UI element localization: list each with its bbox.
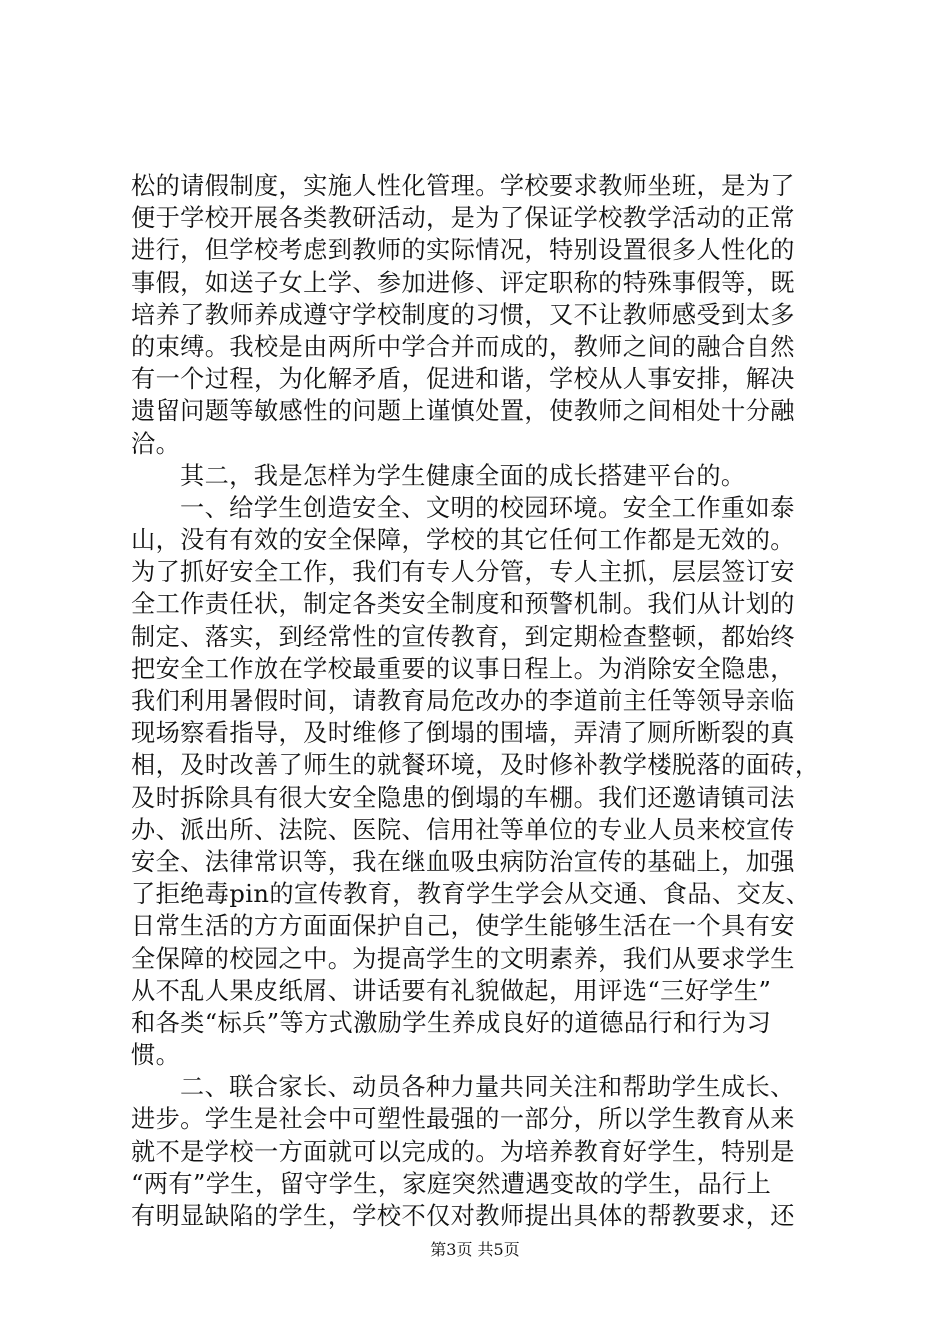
text-line: 了拒绝毒pin的宣传教育，教育学生学会从交通、食品、交友、 — [131, 880, 811, 909]
page-number-footer: 第3页 共5页 — [430, 1240, 520, 1259]
text-line: 日常生活的方方面面保护自己，使学生能够生活在一个具有安 — [131, 912, 795, 941]
text-line: “两有”学生，留守学生，家庭突然遭遇变故的学生，品行上 — [131, 1169, 772, 1198]
text-line: 就不是学校一方面就可以完成的。为培养教育好学生，特别是 — [131, 1137, 795, 1166]
text-line: 现场察看指导，及时维修了倒塌的围墙，弄清了厕所断裂的真 — [131, 719, 795, 748]
text-line: 有一个过程，为化解矛盾，促进和谐，学校从人事安排，解决 — [131, 365, 795, 394]
text-line: 事假，如送子女上学、参加进修、评定职称的特殊事假等，既 — [131, 268, 795, 297]
text-line: 办、派出所、法院、医院、信用社等单位的专业人员来校宣传 — [131, 815, 795, 844]
text-line: 惯。 — [131, 1041, 181, 1070]
text-line: 山，没有有效的安全保障，学校的其它任何工作都是无效的。 — [131, 526, 795, 555]
paragraph-first-line: 一、给学生创造安全、文明的校园环境。安全工作重如泰 — [180, 493, 795, 522]
text-line: 及时拆除具有很大安全隐患的倒塌的车棚。我们还邀请镇司法 — [131, 783, 795, 812]
text-line: 为了抓好安全工作，我们有专人分管，专人主抓，层层签订安 — [131, 558, 795, 587]
text-line: 全保障的校园之中。为提高学生的文明素养，我们从要求学生 — [131, 944, 795, 973]
text-line: 和各类“标兵”等方式激励学生养成良好的道德品行和行为习 — [131, 1008, 772, 1037]
text-line: 的束缚。我校是由两所中学合并而成的，教师之间的融合自然 — [131, 332, 795, 361]
text-line: 安全、法律常识等，我在继血吸虫病防治宣传的基础上，加强 — [131, 847, 795, 876]
text-line: 把安全工作放在学校最重要的议事日程上。为消除安全隐患， — [131, 654, 795, 683]
text-line: 从不乱人果皮纸屑、讲话要有礼貌做起，用评选“三好学生” — [131, 976, 772, 1005]
text-line: 培养了教师养成遵守学校制度的习惯，又不让教师感受到太多 — [131, 300, 795, 329]
document-body — [131, 170, 837, 1232]
paragraph-first-line: 二、联合家长、动员各种力量共同关注和帮助学生成长、 — [180, 1073, 795, 1102]
text-line: 松的请假制度，实施人性化管理。学校要求教师坐班，是为了 — [131, 172, 795, 200]
text-line: 相，及时改善了师生的就餐环境，及时修补教学楼脱落的面砖， — [131, 751, 820, 780]
text-line: 洽。 — [131, 429, 181, 458]
text-line: 进步。学生是社会中可塑性最强的一部分，所以学生教育从来 — [131, 1105, 795, 1134]
text-line: 制定、落实，到经常性的宣传教育，到定期检查整顿，都始终 — [131, 622, 795, 651]
text-line: 全工作责任状，制定各类安全制度和预警机制。我们从计划的 — [131, 590, 795, 619]
text-line: 遗留问题等敏感性的问题上谨慎处置，使教师之间相处十分融 — [131, 397, 795, 426]
section-heading: 其二，我是怎样为学生健康全面的成长搭建平台的。 — [180, 461, 746, 490]
text-line: 进行，但学校考虑到教师的实际情况，特别设置很多人性化的 — [131, 236, 795, 265]
text-line: 便于学校开展各类教研活动，是为了保证学校教学活动的正常 — [131, 204, 795, 233]
text-line: 我们利用暑假时间，请教育局危改办的李道前主任等领导亲临 — [131, 687, 795, 715]
text-line: 有明显缺陷的学生，学校不仅对教师提出具体的帮教要求，还 — [131, 1202, 795, 1230]
